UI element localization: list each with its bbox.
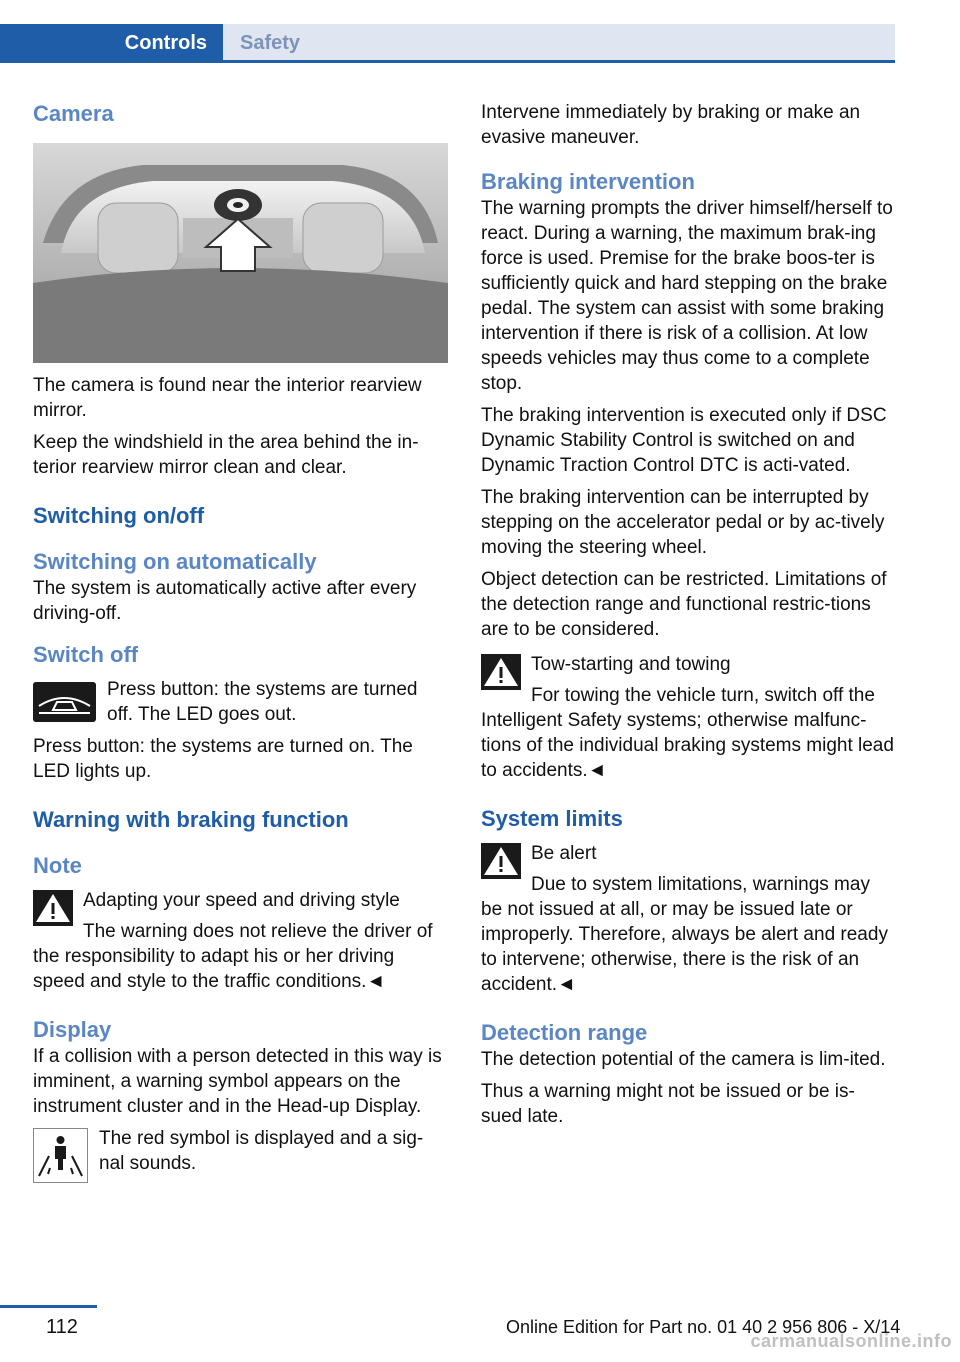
display-paragraph: If a collision with a person detected in this way is imminent, a warning symbol appears on the instrument cluster and in the Head-up Display. [33,1046,442,1117]
edition-footer: Online Edition for Part no. 01 40 2 956 806 - X/14 [506,1317,901,1337]
note-warning [33,888,448,994]
warning-braking-heading: Warning with braking function [33,807,349,832]
tab-safety[interactable]: Safety [223,24,895,62]
watermark: carmanualsonline.info [750,1331,952,1351]
display-heading: Display [33,1017,112,1042]
switch-off-paragraph: Press button: the systems are turned on. The LED lights up. [33,736,413,782]
camera-paragraph-1: The camera is found near the interior rearview mirror. [33,375,422,421]
warning-triangle-icon [481,843,521,879]
braking-paragraph-3: The braking intervention can be interrupted by stepping on the accelerator pedal or by ac‐tively moving the steering wheel. [481,487,885,558]
alert-paragraph: Due to system limitations, warnings may be not issued at all, or may be issued late or improperly. Therefore, always be alert and ready to intervene; otherwise, there is the risk of an accident.◄ [481,874,888,995]
page-number: 112 [46,1316,78,1338]
pedestrian-warning-icon [33,1128,88,1190]
intervene-paragraph: Intervene immediately by braking or make an evasive maneuver. [481,102,861,148]
towing-warning [481,652,896,783]
camera-heading: Camera [33,101,114,126]
switch-off-icon-text: Press button: the systems are turned off. The LED goes out. [107,679,418,725]
towing-paragraph: For towing the vehicle turn, switch off the Intelligent Safety systems; otherwise malfunc‐tions of the individual braking systems might lead to accidents.◄ [481,685,894,781]
note-title: Adapting your speed and driving style [83,890,400,911]
range-paragraph-1: The detection potential of the camera is lim‐ited. [481,1049,886,1070]
towing-title: Tow-starting and towing [531,654,731,675]
detection-range-heading: Detection range [481,1020,648,1045]
braking-paragraph-1: The warning prompts the driver himself/herself to react. During a warning, the maximum brak‐ing force is used. Premise for the brake boos‐ter is sufficiently quick and hard stepping on the brake pedal. The system can assist with some braking intervention if there is risk of a collision. At low speeds vehicles may thus come to a complete stop. [481,198,893,394]
camera-photo [33,143,448,363]
switch-on-auto-heading: Switching on automatically [33,549,317,574]
note-paragraph: The warning does not relieve the driver of the responsibility to adapt his or her driving speed and style to the traffic conditions.◄ [33,921,433,992]
display-symbol-row [33,1126,448,1176]
camera-paragraph-2: Keep the windshield in the area behind the in‐terior rearview mirror clean and clear. [33,432,419,478]
braking-paragraph-2: The braking intervention is executed only if DSC Dynamic Stability Control is switched on and Dynamic Traction Control DTC is acti‐vated. [481,405,887,476]
header-tabs [0,24,895,62]
display-icon-text: The red symbol is displayed and a sig‐nal sounds. [99,1128,424,1174]
tab-controls[interactable]: Controls [0,24,223,62]
braking-intervention-heading: Braking intervention [481,169,695,194]
alert-title: Be alert [531,843,597,864]
right-column [481,100,896,1136]
left-column [33,100,448,1183]
alert-warning [481,841,896,997]
switching-heading: Switching on/off [33,503,205,528]
header-rule [0,60,895,63]
range-paragraph-2: Thus a warning might not be issued or be is‐sued late. [481,1081,855,1127]
warning-triangle-icon [33,890,73,926]
page-number-rule [0,1305,97,1308]
intelligent-safety-button-icon [33,682,96,722]
note-heading: Note [33,853,82,878]
braking-paragraph-4: Object detection can be restricted. Limitations of the detection range and functional restric‐tions are to be considered. [481,569,887,640]
switch-on-auto-paragraph: The system is automatically active after every driving-off. [33,578,417,624]
switch-off-heading: Switch off [33,642,139,667]
switch-off-instruction [33,677,448,727]
system-limits-heading: System limits [481,806,623,831]
warning-triangle-icon [481,654,521,690]
